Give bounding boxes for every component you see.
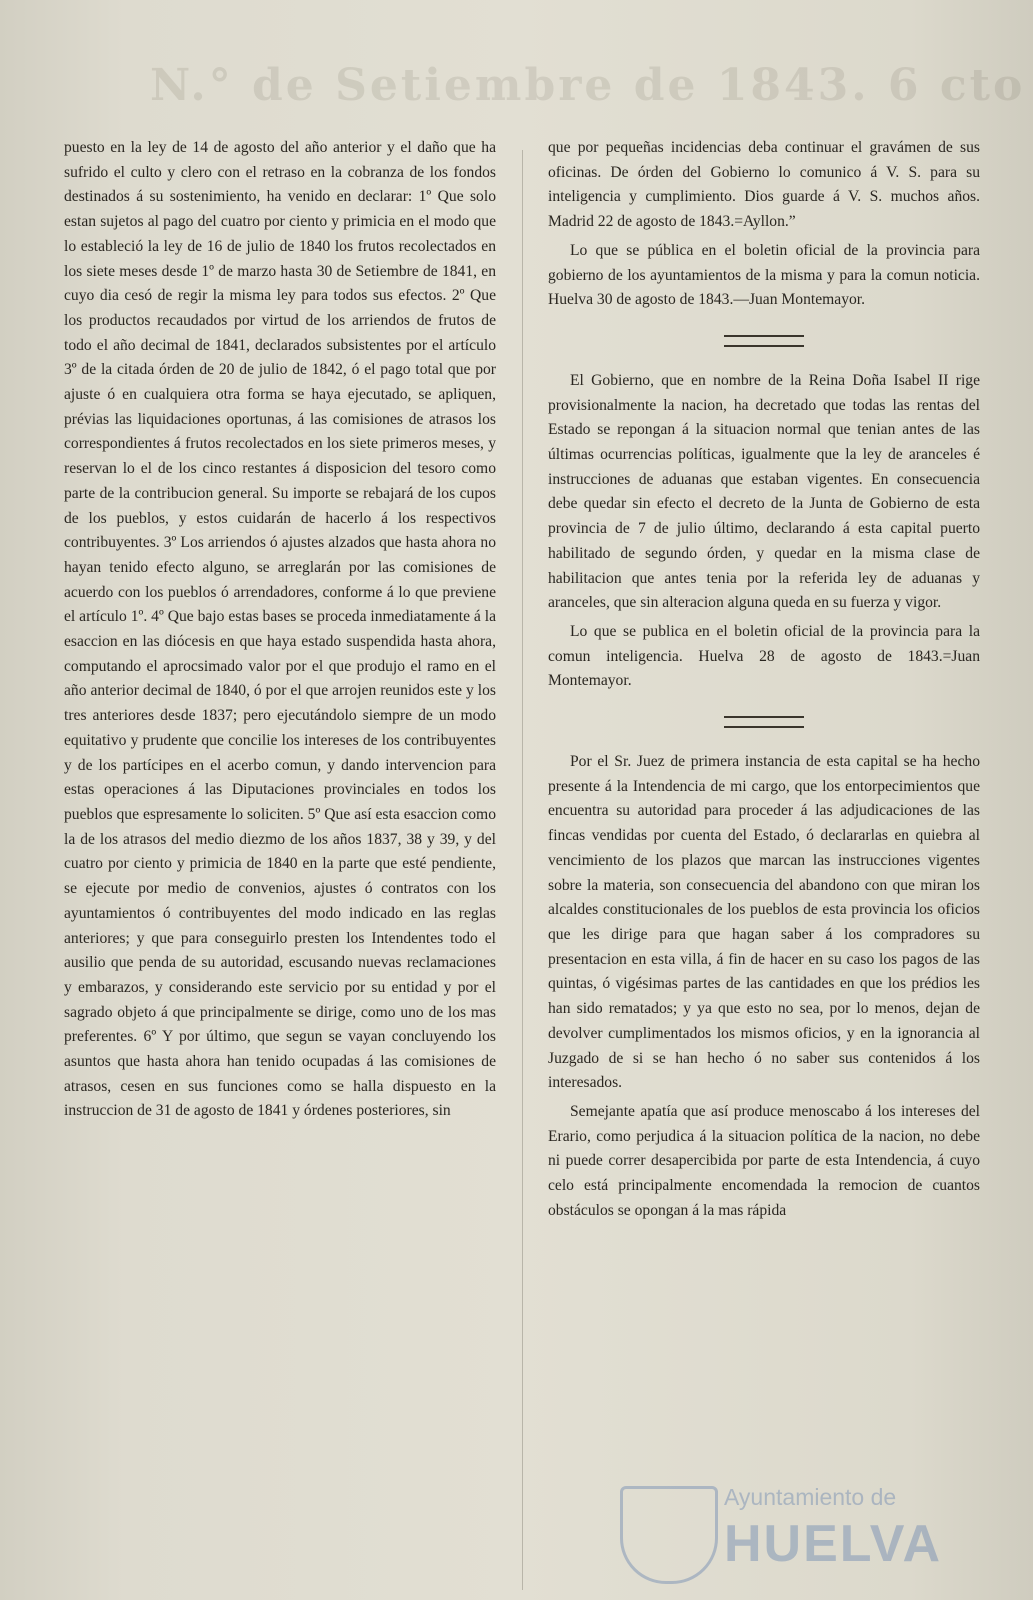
section-divider-ornament — [724, 716, 804, 728]
right-paragraph-3: El Gobierno, que en nombre de la Reina Doña Isabel II rige provisionalmente la nacion, ha decretado que todas las rentas del Estado se repongan á la situacion normal que tenian antes de las últimas ocurrencias políticas, igualmente que la ley de aranceles é instrucciones de aduanas que estaban vigentes. En consecuencia debe quedar sin efecto el decreto de la Junta de Gobierno de esta provincia de 7 de julio último, declarando á esta capital puerto habilitado de segundo órden, y quedar en la misma clase de habilitacion que antes tenia por la referida ley de aduanas y aranceles, que sin alteracion alguna queda en su fuerza y vigor. — [548, 371, 980, 612]
watermark-line-1: Ayuntamiento de — [724, 1484, 897, 1510]
header-bleed-through: N.° de Setiembre de 1843. 6 cto — [150, 60, 1026, 111]
coat-of-arms-icon — [620, 1486, 718, 1584]
right-paragraph-1: que por pequeñas incidencias deba continuar el gravámen de sus oficinas. De órden del Gobierno lo comunico á V. S. para su inteligencia y cumplimiento. Dios guarde á V. S. muchos años. Madrid 22 de agosto de 1843.=Ayllon.” — [548, 139, 980, 231]
right-paragraph-5: Por el Sr. Juez de primera instancia de esta capital se ha hecho presente á la Intendencia de mi cargo, que los entorpecimientos que encuentra su autoridad para proceder á las adjudicaciones de las fincas vendidas por cuenta del Estado, ó declararlas en quiebra al vencimiento de los plazos que marcan las instrucciones vigentes sobre la materia, son consecuencia del abandono con que miran los alcaldes constitucionales de los pueblos de esta provincia los oficios que les dirige para que hagan saber á los compradores su presentacion en esta villa, á fin de hacer en su caso los pagos de las quintas, ó vigésimas partes de las cantidades en que los prédios les han sido rematados; y ya que esto no sea, por lo menos, dejan de devolver cumplimentados los mismos oficios, y en la ignorancia al Juzgado de si se han hecho ó no saber sus contenidos á los interesados. — [548, 753, 980, 1092]
right-paragraph-2: Lo que se pública en el boletin oficial de la provincia para gobierno de los ayuntamientos de la misma y para la comun noticia. Huelva 30 de agosto de 1843.—Juan Montemayor. — [548, 241, 980, 309]
right-paragraph-6: Semejante apatía que así produce menoscabo á los intereses del Erario, como perjudica á la situacion política de la nacion, no debe ni puede correr desapercibida por parte de esta Intendencia, á cuyo celo está principalmente encomendada la remocion de cuantos obstáculos se opongan á la mas rápida — [548, 1102, 980, 1219]
left-paragraph: puesto en la ley de 14 de agosto del año anterior y el daño que ha sufrido el culto y clero con el retraso en la cobranza de los fondos destinados á su sostenimiento, ha venido en declarar: 1º Que solo estan sujetos al pago del cuatro por ciento y primicia en el modo que lo estableció la ley de 16 de julio de 1840 los frutos recolectados en los siete meses desde 1º de marzo hasta 30 de Setiembre de 1841, en cuyo dia cesó de regir la misma ley para todos sus efectos. 2º Que los productos recaudados por virtud de los arriendos de frutos de todo el año decimal de 1841, declarados subsistentes por el artículo 3º de la citada órden de 20 de julio de 1842, ó el pago total que por ajuste ó en cualquiera otra forma se haya ejecutado, se apliquen, prévias las liquidaciones oportunas, á las comisiones de atrasos los correspondientes á frutos recolectados en los siete primeros meses, y reservan lo el de los cinco restantes á disposicion del tesoro como parte de la contribucion general. Su importe se rebajará de los cupos de los pueblos, y estos cuidarán de hacerlo á los respectivos contribuyentes. 3º Los arriendos ó ajustes alzados que hasta ahora no hayan tenido efecto alguno, se arreglarán por las comisiones de acuerdo con los pueblos ó arrendadores, conforme á lo que previene el artículo 1º. 4º Que bajo estas bases se proceda inmediatamente á la esaccion en las diócesis en que haya estado suspendida hasta ahora, computando el aprocsimado valor por el que produjo el ramo en el año anterior decimal de 1840, ó por el que arrojen reunidos este y los tres anteriores desde 1837; pero ejecutándolo siempre de un modo equitativo y prudente que concilie los intereses de los contribuyentes y de los partícipes en el acerbo comun, y dando intervencion para estas operaciones á las Diputaciones provinciales en todos los pueblos que espresamente lo soliciten. 5º Que así esta esaccion como la de los atrasos del medio diezmo de los años 1837, 38 y 39, y del cuatro por ciento y primicia de 1840 en la parte que esté pendiente, se ejecute por medio de convenios, ajustes ó contratos con los ayuntamientos ó contribuyentes del modo indicado en las reglas anteriores; y que para conseguirlo presten los Intendentes todo el ausilio que penda de su autoridad, escusando nuevas reclamaciones y embarazos, y considerando este servicio por su entidad y por el sagrado objeto á que principalmente se dirige, como uno de los mas preferentes. 6º Y por último, que segun se vayan concluyendo los asuntos que hasta ahora han tenido ocupadas á las comisiones de atrasos, cesen en sus funciones como se halla dispuesto en la instruccion de 31 de agosto de 1841 y órdenes posteriores, sin — [64, 139, 496, 1120]
right-column — [548, 136, 980, 1223]
left-column — [64, 136, 496, 1124]
column-divider — [522, 150, 523, 1590]
section-divider-ornament — [724, 335, 804, 347]
watermark — [620, 1480, 950, 1580]
right-paragraph-4: Lo que se publica en el boletin oficial de la provincia para la comun inteligencia. Huelva 28 de agosto de 1843.=Juan Montemayor. — [548, 622, 980, 690]
watermark-line-2: HUELVA — [724, 1515, 943, 1573]
